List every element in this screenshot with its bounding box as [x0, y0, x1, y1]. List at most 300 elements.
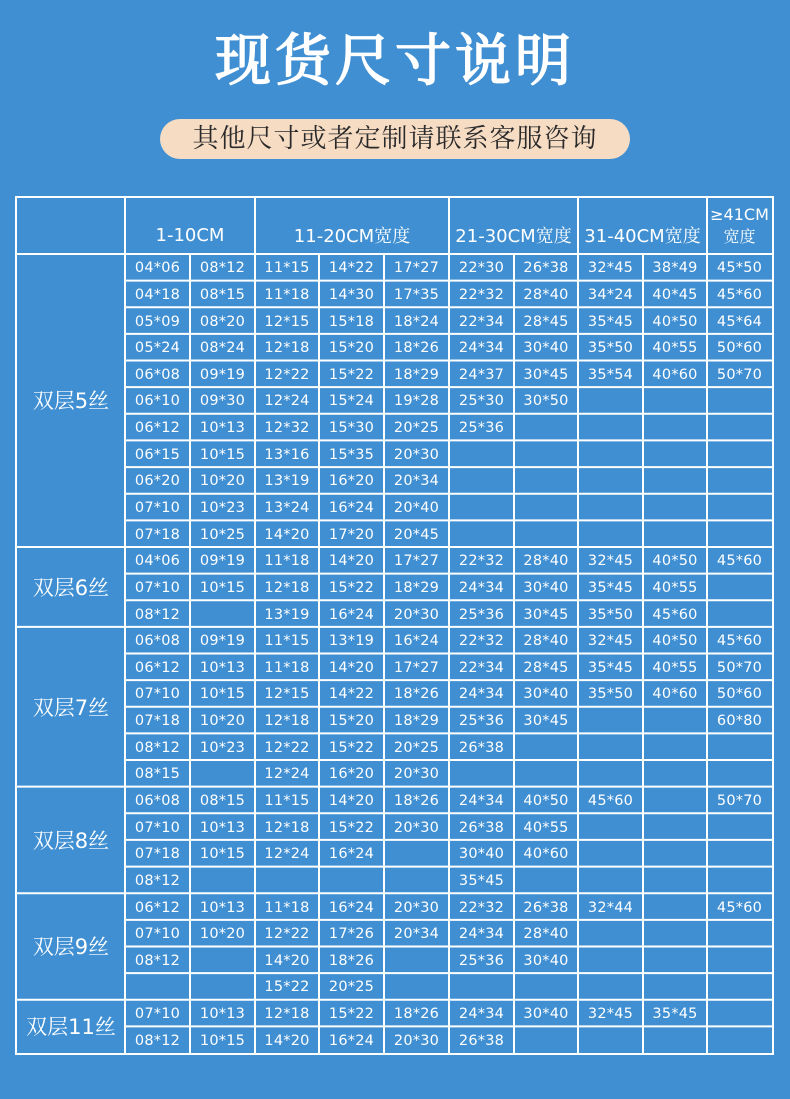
size-value: 17*20	[328, 526, 375, 543]
size-value	[449, 762, 514, 787]
size-value: 11*18	[264, 659, 310, 676]
size-value	[707, 735, 772, 760]
page-title: 现货尺寸说明	[215, 29, 575, 94]
size-value: 08*20	[199, 313, 246, 330]
size-value: 12*24	[264, 393, 310, 410]
size-value: 15*22	[328, 1006, 375, 1023]
size-value: 11*18	[264, 286, 310, 303]
size-value: 10*15	[199, 1032, 246, 1049]
size-value	[449, 975, 514, 1000]
size-value: 10*23	[199, 739, 246, 756]
size-value	[707, 922, 772, 947]
size-value	[707, 842, 772, 867]
size-value: 12*18	[264, 819, 310, 836]
size-value: 12*15	[264, 313, 310, 330]
size-value: 06*08	[134, 633, 181, 650]
size-value: 08*12	[134, 739, 181, 756]
size-value: 50*70	[716, 792, 763, 809]
size-value	[707, 469, 772, 494]
size-value: 20*25	[328, 979, 375, 996]
size-value: 14*20	[264, 1032, 310, 1049]
size-value	[643, 789, 707, 814]
size-value: 11*15	[264, 260, 310, 277]
size-value: 13*24	[264, 500, 310, 516]
size-value: 11*18	[264, 899, 310, 916]
size-value: 16*24	[393, 633, 440, 650]
size-value: 45*60	[716, 899, 763, 916]
size-value: 32*45	[587, 260, 634, 277]
size-value: 20*30	[393, 899, 440, 916]
size-value: 06*12	[134, 899, 181, 916]
size-value	[643, 948, 707, 973]
column-header	[707, 198, 772, 254]
size-value: 30*40	[523, 952, 569, 969]
size-value	[578, 522, 643, 547]
size-value: 11*15	[264, 792, 310, 809]
size-value	[449, 496, 514, 521]
size-value: 17*27	[393, 260, 440, 277]
size-value: 20*30	[393, 766, 440, 783]
size-value: 45*50	[716, 260, 763, 277]
size-value: 25*36	[458, 420, 505, 437]
size-value: 07*10	[134, 686, 181, 703]
size-value	[707, 602, 772, 627]
size-value: 26*38	[523, 899, 569, 916]
size-value: 22*32	[458, 899, 505, 916]
size-value: 35*45	[458, 872, 505, 889]
size-value: 14*20	[328, 553, 375, 570]
size-value: 17*26	[328, 926, 375, 943]
size-value: 16*24	[328, 1032, 375, 1049]
size-value	[578, 975, 643, 1000]
size-value: 50*60	[716, 686, 763, 703]
size-value: 35*50	[587, 340, 634, 357]
size-value	[384, 869, 449, 894]
size-value: 16*20	[328, 766, 375, 783]
size-value: 26*38	[523, 260, 569, 277]
size-value: 50*70	[716, 366, 763, 383]
size-value: 32*45	[587, 553, 634, 570]
size-value: 24*34	[458, 926, 505, 943]
size-value: 40*50	[652, 313, 698, 330]
size-value	[707, 869, 772, 894]
size-value: 20*30	[393, 819, 440, 836]
size-value	[643, 975, 707, 1000]
size-value	[707, 496, 772, 521]
size-value	[578, 709, 643, 734]
size-value: 13*19	[328, 633, 375, 650]
size-value: 30*40	[523, 340, 569, 357]
size-value	[578, 442, 643, 467]
size-value: 18*29	[393, 579, 440, 596]
size-value: 17*27	[393, 659, 440, 676]
size-value: 06*12	[134, 420, 181, 437]
size-value	[578, 416, 643, 441]
size-value: 30*50	[523, 393, 569, 410]
size-value	[578, 922, 643, 947]
size-value: 14*20	[328, 792, 375, 809]
size-value: 08*12	[199, 260, 246, 277]
size-value	[643, 922, 707, 947]
size-value: 14*30	[328, 286, 375, 303]
size-value: 11*18	[264, 553, 310, 570]
size-value: 40*55	[652, 579, 698, 596]
size-value: 08*15	[134, 766, 181, 783]
size-value: 35*50	[587, 686, 634, 703]
size-value	[190, 762, 255, 787]
size-value: 07*18	[134, 713, 181, 730]
size-value: 20*30	[393, 446, 440, 463]
size-value: 06*08	[134, 366, 181, 383]
size-value: 18*29	[393, 713, 440, 730]
size-value: 18*29	[393, 366, 440, 383]
group-label: 双层5丝	[32, 389, 110, 414]
size-value	[449, 469, 514, 494]
size-value: 05*09	[134, 313, 181, 330]
size-value: 12*18	[264, 1006, 310, 1023]
size-value	[643, 815, 707, 840]
size-value: 08*12	[134, 872, 181, 889]
size-value	[514, 522, 578, 547]
size-value	[578, 948, 643, 973]
size-value: 12*32	[264, 420, 310, 437]
size-value: 10*15	[199, 846, 246, 863]
size-value	[578, 762, 643, 787]
size-value	[643, 389, 707, 414]
size-value: 16*24	[328, 899, 375, 916]
size-value: 35*54	[587, 366, 634, 383]
size-value: 32*45	[587, 633, 634, 650]
size-value: 22*32	[458, 286, 505, 303]
size-value: 26*38	[458, 819, 505, 836]
size-value: 13*19	[264, 606, 310, 623]
size-value: 18*26	[393, 340, 440, 357]
size-value: 10*13	[199, 899, 246, 916]
subtitle-banner: 其他尺寸或者定制请联系客服咨询	[160, 119, 630, 159]
size-value: 12*22	[264, 739, 310, 756]
size-value: 12*15	[264, 686, 310, 703]
size-value: 18*26	[393, 686, 440, 703]
size-value: 10*13	[199, 1006, 246, 1023]
size-value: 24*34	[458, 340, 505, 357]
size-value	[514, 975, 578, 1000]
size-value: 12*24	[264, 846, 310, 863]
size-value: 14*20	[264, 952, 310, 969]
size-value: 40*50	[652, 633, 698, 650]
size-value: 50*70	[716, 659, 763, 676]
size-value	[578, 1028, 643, 1053]
size-value: 04*06	[134, 260, 181, 277]
size-value: 12*22	[264, 926, 310, 943]
size-value: 15*22	[264, 979, 310, 996]
size-value: 12*18	[264, 340, 310, 357]
size-value	[514, 735, 578, 760]
size-value: 45*60	[716, 633, 763, 650]
size-value: 28*45	[523, 313, 569, 330]
size-value: 38*49	[652, 260, 698, 277]
size-value: 10*20	[199, 713, 246, 730]
size-value: 08*12	[134, 952, 181, 969]
size-value: 14*20	[328, 659, 375, 676]
size-value: 24*34	[458, 686, 505, 703]
size-value	[707, 522, 772, 547]
size-value: 20*30	[393, 606, 440, 623]
size-value: 07*10	[134, 926, 181, 943]
size-value: 16*20	[328, 473, 375, 490]
size-value	[384, 948, 449, 973]
size-value	[319, 869, 384, 894]
size-value: 07*18	[134, 846, 181, 863]
size-value: 08*24	[199, 340, 246, 357]
size-value	[578, 869, 643, 894]
size-value: 08*15	[199, 286, 246, 303]
group-label: 双层7丝	[32, 695, 110, 720]
size-value: 40*60	[652, 366, 698, 383]
size-value	[190, 975, 255, 1000]
size-value: 09*19	[199, 633, 246, 650]
size-value: 06*12	[134, 659, 181, 676]
size-value: 16*24	[328, 846, 375, 863]
column-header-line: 宽度	[723, 227, 756, 246]
size-value	[578, 735, 643, 760]
size-value	[707, 442, 772, 467]
size-value	[578, 496, 643, 521]
size-value: 22*30	[458, 260, 505, 277]
size-value: 30*45	[523, 713, 569, 730]
size-value	[514, 1028, 578, 1053]
size-value	[514, 496, 578, 521]
size-value: 15*22	[328, 366, 375, 383]
size-value: 07*18	[134, 526, 181, 543]
size-value	[255, 869, 319, 894]
size-value	[643, 469, 707, 494]
size-value: 19*28	[393, 393, 440, 410]
size-value: 24*34	[458, 792, 505, 809]
size-value: 15*22	[328, 739, 375, 756]
size-value: 10*15	[199, 579, 246, 596]
size-value	[578, 815, 643, 840]
size-value: 10*13	[199, 659, 246, 676]
size-value	[384, 842, 449, 867]
size-value: 05*24	[134, 340, 181, 357]
size-value: 28*40	[523, 553, 569, 570]
size-value	[190, 948, 255, 973]
size-value	[578, 469, 643, 494]
size-value	[707, 1002, 772, 1027]
size-value	[707, 576, 772, 601]
size-value: 06*08	[134, 792, 181, 809]
size-value: 26*38	[458, 1032, 505, 1049]
size-value: 14*20	[264, 526, 310, 543]
size-value: 20*34	[393, 473, 440, 490]
size-table	[15, 196, 774, 1055]
size-value: 18*26	[328, 952, 375, 969]
size-value: 15*22	[328, 579, 375, 596]
size-value	[643, 762, 707, 787]
group-label: 双层9丝	[32, 935, 110, 960]
size-value: 18*26	[393, 1006, 440, 1023]
size-value	[384, 975, 449, 1000]
size-value: 04*06	[134, 553, 181, 570]
size-value: 17*27	[393, 553, 440, 570]
column-header: 21-30CM宽度	[455, 226, 572, 247]
size-value	[643, 416, 707, 441]
size-value: 40*45	[652, 286, 698, 303]
size-value: 15*35	[328, 446, 375, 463]
size-value	[643, 442, 707, 467]
size-value	[707, 815, 772, 840]
size-value: 35*50	[587, 606, 634, 623]
size-value: 35*45	[587, 659, 634, 676]
size-value	[514, 762, 578, 787]
size-value: 24*34	[458, 1006, 505, 1023]
size-value	[643, 869, 707, 894]
size-value	[514, 416, 578, 441]
size-value: 34*24	[587, 286, 634, 303]
size-value: 14*22	[328, 686, 375, 703]
size-value: 15*20	[328, 713, 375, 730]
size-value	[578, 389, 643, 414]
size-value	[707, 416, 772, 441]
size-value: 35*45	[587, 579, 634, 596]
size-value: 10*15	[199, 686, 246, 703]
size-value	[449, 442, 514, 467]
size-value: 25*36	[458, 606, 505, 623]
column-header: 11-20CM宽度	[293, 226, 411, 247]
size-value: 10*15	[199, 446, 246, 463]
size-value: 15*18	[328, 313, 375, 330]
size-value: 60*80	[716, 713, 763, 730]
size-value: 28*40	[523, 286, 569, 303]
size-value: 10*20	[199, 473, 246, 490]
size-value: 45*60	[587, 792, 634, 809]
size-value	[707, 1028, 772, 1053]
column-header-line: ≥41CM	[710, 205, 769, 224]
size-value	[707, 762, 772, 787]
size-value: 25*36	[458, 952, 505, 969]
size-value: 13*16	[264, 446, 310, 463]
size-value: 14*22	[328, 260, 375, 277]
size-value: 11*15	[264, 633, 310, 650]
size-value	[643, 895, 707, 920]
size-value	[190, 602, 255, 627]
size-value: 40*55	[652, 340, 698, 357]
size-value: 24*34	[458, 579, 505, 596]
group-label: 双层8丝	[32, 828, 110, 853]
size-value	[707, 948, 772, 973]
size-value: 20*34	[393, 926, 440, 943]
size-value: 35*45	[587, 313, 634, 330]
size-value: 20*45	[393, 526, 440, 543]
size-value: 09*30	[199, 393, 246, 410]
size-value: 40*55	[523, 819, 569, 836]
size-value: 12*22	[264, 366, 310, 383]
size-value: 18*26	[393, 792, 440, 809]
size-value: 15*22	[328, 819, 375, 836]
size-value	[643, 1028, 707, 1053]
size-value	[707, 389, 772, 414]
size-value: 07*10	[134, 500, 181, 516]
size-value: 08*15	[199, 792, 246, 809]
size-value: 22*34	[458, 659, 505, 676]
size-value: 06*15	[134, 446, 181, 463]
size-value: 20*30	[393, 1032, 440, 1049]
size-value: 10*13	[199, 819, 246, 836]
size-value: 12*18	[264, 713, 310, 730]
size-value: 07*10	[134, 579, 181, 596]
size-value: 12*24	[264, 766, 310, 783]
size-value: 22*34	[458, 313, 505, 330]
group-label: 双层6丝	[32, 575, 110, 600]
size-value	[514, 869, 578, 894]
size-value: 10*25	[199, 526, 246, 543]
column-header: 31-40CM宽度	[584, 226, 701, 247]
size-value: 22*32	[458, 553, 505, 570]
size-value: 26*38	[458, 739, 505, 756]
column-header: 1-10CM	[155, 224, 225, 246]
size-value: 12*18	[264, 579, 310, 596]
size-value: 35*45	[652, 1006, 698, 1023]
size-value: 20*25	[393, 420, 440, 437]
size-value	[643, 735, 707, 760]
size-value: 10*23	[199, 500, 246, 516]
size-value: 15*20	[328, 340, 375, 357]
size-value	[643, 496, 707, 521]
size-value	[643, 522, 707, 547]
size-value: 28*45	[523, 659, 569, 676]
size-value: 10*20	[199, 926, 246, 943]
size-value: 20*40	[393, 500, 440, 516]
size-value: 50*60	[716, 340, 763, 357]
size-value	[643, 709, 707, 734]
size-value: 16*24	[328, 500, 375, 516]
size-value: 40*50	[523, 792, 569, 809]
size-value: 40*50	[652, 553, 698, 570]
size-value: 30*40	[523, 686, 569, 703]
size-value: 07*10	[134, 1006, 181, 1023]
size-value: 40*55	[652, 659, 698, 676]
size-value: 45*60	[716, 286, 763, 303]
size-value	[514, 469, 578, 494]
size-value: 15*30	[328, 420, 375, 437]
size-value: 40*60	[652, 686, 698, 703]
group-label: 双层11丝	[26, 1015, 116, 1040]
size-value: 30*40	[523, 579, 569, 596]
size-value: 16*24	[328, 606, 375, 623]
size-value: 40*60	[523, 846, 569, 863]
size-value: 30*40	[523, 1006, 569, 1023]
size-value: 09*19	[199, 366, 246, 383]
size-value: 09*19	[199, 553, 246, 570]
size-value	[707, 975, 772, 1000]
size-value: 22*32	[458, 633, 505, 650]
size-value: 28*40	[523, 633, 569, 650]
size-value: 30*45	[523, 366, 569, 383]
size-value: 45*64	[716, 313, 763, 330]
size-value: 45*60	[652, 606, 698, 623]
size-value: 28*40	[523, 926, 569, 943]
size-value	[514, 442, 578, 467]
size-value: 32*45	[587, 1006, 634, 1023]
size-value: 24*37	[458, 366, 505, 383]
size-value	[578, 842, 643, 867]
size-value: 06*20	[134, 473, 181, 490]
size-value: 10*13	[199, 420, 246, 437]
size-value: 06*10	[134, 393, 181, 410]
size-value: 45*60	[716, 553, 763, 570]
size-value: 04*18	[134, 286, 181, 303]
size-value: 18*24	[393, 313, 440, 330]
